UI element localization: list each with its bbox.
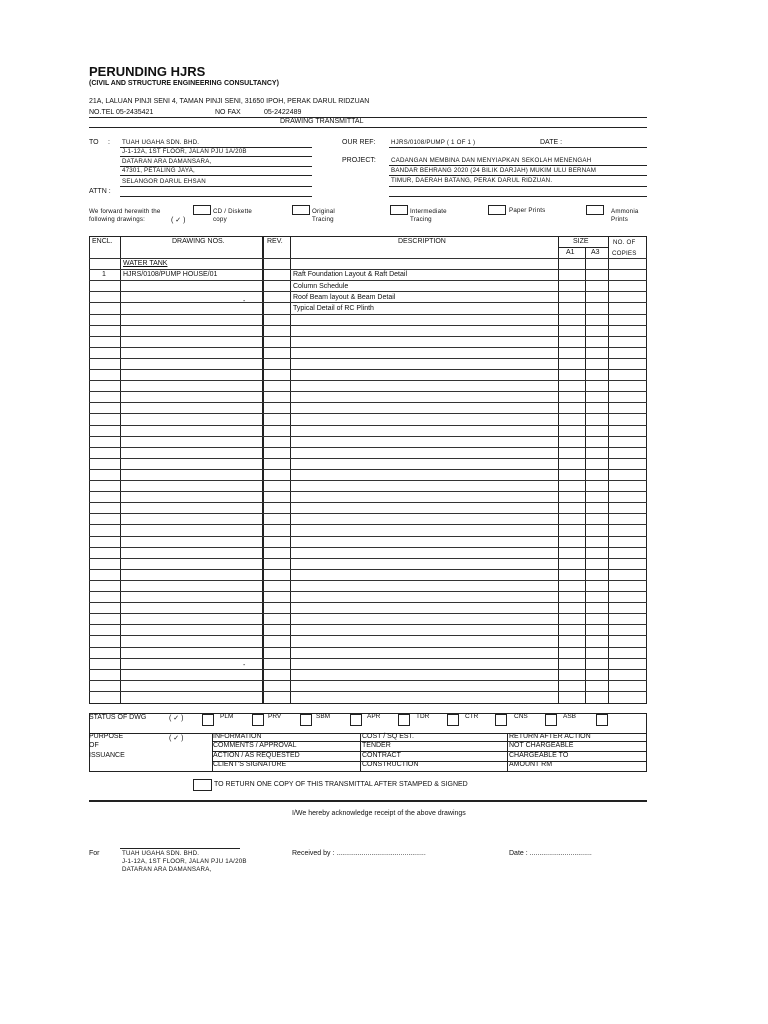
table-row [89, 336, 647, 337]
attn-rule [120, 196, 312, 197]
header-rule [89, 117, 647, 118]
header-a1: A1 [566, 249, 575, 256]
status-plm-checkbox[interactable] [202, 714, 214, 726]
to-line-4: 47301, PETALING JAYA, [122, 167, 195, 174]
project-rule [389, 186, 647, 187]
paper-prints-checkbox[interactable] [488, 205, 506, 215]
status-asb-label: ASB [563, 713, 577, 720]
forward-line-2: following drawings: [89, 216, 146, 223]
our-ref-value: HJRS/0108/PUMP ( 1 OF 1 ) [391, 139, 476, 146]
company-name: PERUNDING HJRS [89, 64, 206, 79]
purpose-col-divider [360, 733, 361, 771]
purpose-label-1: PURPOSE [89, 733, 124, 740]
attn-label: ATTN : [89, 188, 111, 195]
table-row [89, 425, 647, 426]
table-row [89, 591, 647, 592]
table-row [89, 524, 647, 525]
header-description: DESCRIPTION [398, 238, 446, 245]
table-row [89, 558, 647, 559]
purpose-client-signature: CLIENT'S SIGNATURE [213, 761, 287, 768]
status-apr-checkbox[interactable] [350, 714, 362, 726]
table-row [89, 258, 647, 259]
title-rule [89, 127, 647, 128]
table-row [89, 536, 647, 537]
status-apr-label: APR [367, 713, 381, 720]
date-field[interactable]: Date : ................................ [509, 850, 592, 857]
cd-diskette-label-2: copy [213, 216, 227, 223]
table-bottom-rule [89, 703, 647, 704]
status-plm-label: PLM [220, 713, 234, 720]
company-tel: NO.TEL 05-2435421 [89, 109, 154, 116]
header-a3: A3 [591, 249, 600, 256]
to-colon: : [108, 139, 110, 146]
to-rule [120, 186, 312, 187]
table-row [89, 325, 647, 326]
table-row [89, 402, 647, 403]
to-rule [120, 156, 312, 157]
cd-diskette-label: CD / Diskette [213, 208, 253, 215]
size-subrule [558, 247, 608, 248]
table-row [89, 358, 647, 359]
purpose-cost-est: COST / SQ EST. [362, 733, 414, 740]
our-ref-label: OUR REF: [342, 139, 376, 146]
purpose-amount-rm: AMOUNT RM [509, 761, 553, 768]
status-ctr-label: CTR [465, 713, 479, 720]
table-row [89, 369, 647, 370]
header-drawing-nos: DRAWING NOS. [172, 238, 225, 245]
row-1-desc: Raft Foundation Layout & Raft Detail [293, 271, 408, 278]
section-water-tank: WATER TANK [123, 260, 168, 267]
status-prv-label: PRV [268, 713, 282, 720]
table-row [89, 480, 647, 481]
for-line-1: TUAH UGAHA SDN. BHD. [122, 850, 200, 857]
status-tdr-checkbox[interactable] [398, 714, 410, 726]
status-blank-checkbox[interactable] [596, 714, 608, 726]
document-title: DRAWING TRANSMITTAL [280, 118, 364, 125]
table-row [89, 458, 647, 459]
table-row [89, 436, 647, 437]
header-copies-1: NO. OF [613, 239, 636, 246]
purpose-label-3: ISSUANCE [89, 752, 125, 759]
forward-line-1: We forward herewith the [89, 208, 161, 215]
project-rule [389, 175, 647, 176]
table-row [89, 635, 647, 636]
purpose-col-divider [507, 733, 508, 771]
to-rule [120, 175, 312, 176]
table-row [89, 314, 647, 315]
fax-label: NO FAX [215, 109, 241, 116]
status-bottom-rule [89, 771, 647, 772]
to-line-1: TUAH UGAHA SDN. BHD. [122, 139, 200, 146]
project-line-2: BANDAR BEHRANG 2020 (24 BILIK DARJAH) MUKIM ULU BERNAM [391, 167, 597, 174]
return-copy-checkbox[interactable] [193, 779, 212, 791]
dash-mark: - [243, 298, 246, 305]
company-address: 21A, LALUAN PINJI SENI 4, TAMAN PINJI SENI, 31650 IPOH, PERAK DARUL RIDZUAN [89, 98, 370, 105]
to-line-2: J-1-12A, 1ST FLOOR, JALAN PJU 1A/20B [122, 148, 247, 155]
intermediate-tracing-checkbox[interactable] [390, 205, 408, 215]
table-row [89, 280, 647, 281]
table-row [89, 647, 647, 648]
table-row [89, 613, 647, 614]
table-row [89, 669, 647, 670]
status-border-right [646, 713, 647, 771]
row-1-drawing: HJRS/0108/PUMP HOUSE/01 [123, 271, 218, 278]
for-line-3: DATARAN ARA DAMANSARA, [122, 866, 212, 873]
purpose-contract: CONTRACT [362, 752, 401, 759]
table-row [89, 302, 647, 303]
project-line-3: TIMUR, DAERAH BATANG, PERAK DARUL RIDZUAN. [391, 177, 553, 184]
project-rule [389, 165, 647, 166]
date-label: DATE : [540, 139, 563, 146]
company-subtitle: (CIVIL AND STRUCTURE ENGINEERING CONSULTANCY) [89, 80, 279, 87]
paper-prints-label: Paper Prints [509, 207, 546, 214]
project-line-1: CADANGAN MEMBINA DAN MENYIAPKAN SEKOLAH MENENGAH [391, 157, 592, 164]
table-row [89, 413, 647, 414]
table-row [89, 547, 647, 548]
table-row [89, 291, 647, 292]
purpose-not-chargeable: NOT CHARGEABLE [509, 742, 574, 749]
intermediate-tracing-label: Intermediate [410, 208, 447, 215]
purpose-construction: CONSTRUCTION [362, 761, 419, 768]
original-tracing-checkbox[interactable] [292, 205, 310, 215]
row-4-desc: Typical Detail of RC Plinth [293, 305, 374, 312]
to-line-5: SELANGOR DARUL EHSAN [122, 178, 206, 185]
purpose-label-2: OF [89, 742, 99, 749]
purpose-return-after-action: RETURN AFTER ACTION [509, 733, 591, 740]
purpose-rule [212, 741, 646, 742]
table-row [89, 680, 647, 681]
table-row [89, 391, 647, 392]
for-line-2: J-1-12A, 1ST FLOOR, JALAN PJU 1A/20B [122, 858, 247, 865]
purpose-information: INFORMATION [213, 733, 262, 740]
header-encl: ENCL. [92, 238, 113, 245]
header-rev: REV. [267, 238, 283, 245]
table-row [89, 269, 647, 270]
acknowledge-rule [89, 800, 647, 802]
forward-tick: ( ✓ ) [171, 217, 186, 224]
purpose-chargeable-to: CHARGEABLE TO [509, 752, 569, 759]
purpose-rule [212, 761, 646, 762]
header-size: SIZE [573, 238, 589, 245]
purpose-rule [212, 751, 646, 752]
to-label: TO [89, 139, 99, 146]
table-row [89, 624, 647, 625]
status-tdr-label: TDR [416, 713, 430, 720]
for-signature-line [120, 848, 240, 849]
purpose-tick: ( ✓ ) [169, 735, 184, 742]
acknowledge-text: I/We hereby acknowledge receipt of the above drawings [292, 810, 466, 817]
status-asb-checkbox[interactable] [545, 714, 557, 726]
cd-diskette-checkbox[interactable] [193, 205, 211, 215]
table-row [89, 447, 647, 448]
dash-mark: - [243, 662, 246, 669]
header-copies-2: COPIES [612, 250, 637, 257]
row-1-encl: 1 [102, 271, 106, 278]
table-top-rule [89, 236, 647, 237]
status-tick: ( ✓ ) [169, 715, 184, 722]
original-tracing-label-2: Tracing [312, 216, 334, 223]
purpose-action-requested: ACTION / AS REQUESTED [213, 752, 300, 759]
ammonia-prints-label-2: Prints [611, 216, 629, 223]
received-by-field[interactable]: Received by : .............................................. [292, 850, 426, 857]
table-row [89, 569, 647, 570]
table-row [89, 658, 647, 659]
ammonia-prints-checkbox[interactable] [586, 205, 604, 215]
table-row [89, 580, 647, 581]
ammonia-prints-label: Ammonia [611, 208, 639, 215]
status-sbm-checkbox[interactable] [300, 714, 312, 726]
purpose-comments-approval: COMMENTS / APPROVAL [213, 742, 297, 749]
status-cns-label: CNS [514, 713, 528, 720]
status-sbm-label: SBM [316, 713, 331, 720]
purpose-tender: TENDER [362, 742, 391, 749]
intermediate-tracing-label-2: Tracing [410, 216, 432, 223]
status-label: STATUS OF DWG [89, 714, 147, 721]
to-line-3: DATARAN ARA DAMANSARA, [122, 158, 212, 165]
row-3-desc: Roof Beam layout & Beam Detail [293, 294, 396, 301]
row-2-desc: Column Schedule [293, 283, 349, 290]
table-row [89, 513, 647, 514]
original-tracing-label: Original [312, 208, 335, 215]
table-row [89, 691, 647, 692]
return-note: TO RETURN ONE COPY OF THIS TRANSMITTAL AFTER STAMPED & SIGNED [214, 781, 468, 788]
for-label: For [89, 850, 100, 857]
table-row [89, 491, 647, 492]
table-row [89, 347, 647, 348]
status-cns-checkbox[interactable] [495, 714, 507, 726]
company-fax: 05-2422489 [264, 109, 302, 116]
ref-rule [389, 147, 647, 148]
purpose-col-divider [212, 733, 213, 771]
table-row [89, 469, 647, 470]
status-ctr-checkbox[interactable] [447, 714, 459, 726]
status-prv-checkbox[interactable] [252, 714, 264, 726]
table-row [89, 380, 647, 381]
project-rule [389, 196, 647, 197]
table-row [89, 502, 647, 503]
project-label: PROJECT: [342, 157, 376, 164]
table-row [89, 602, 647, 603]
